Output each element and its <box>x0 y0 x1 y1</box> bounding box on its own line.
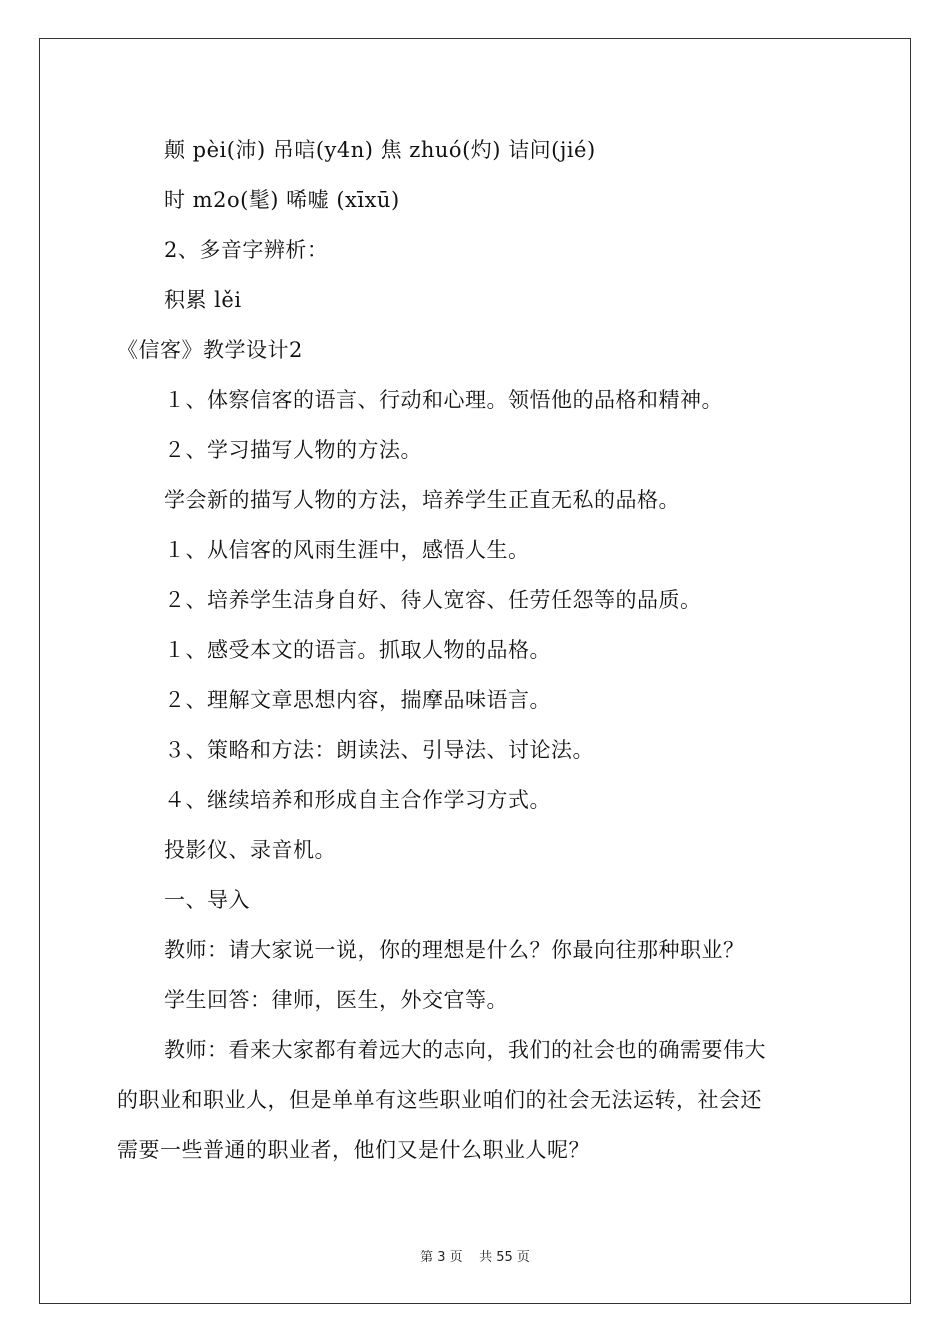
text-line-goal-summary: 学会新的描写人物的方法，培养学生正直无私的品格。 <box>164 488 680 512</box>
text-line-goal-1: １、体察信客的语言、行动和心理。领悟他的品格和精神。 <box>164 388 723 412</box>
text-line-emotion-1: １、从信客的风雨生涯中，感悟人生。 <box>164 538 530 562</box>
text-line-teacher-question: 教师：请大家说一说，你的理想是什么？你最向往那种职业？ <box>164 938 745 962</box>
text-line-student-answer: 学生回答：律师，医生，外交官等。 <box>164 988 508 1012</box>
text-line-focus-1: １、感受本文的语言。抓取人物的品格。 <box>164 638 551 662</box>
text-line-equipment: 投影仪、录音机。 <box>164 838 336 862</box>
text-line-teacher-remark-3: 需要一些普通的职业者，他们又是什么职业人呢？ <box>117 1138 590 1162</box>
text-line-goal-2: ２、学习描写人物的方法。 <box>164 438 422 462</box>
text-line-heading-polyphone: 2、多音字辨析： <box>164 238 329 262</box>
text-line-intro-heading: 一、导入 <box>164 888 250 912</box>
text-line-pronunciation-1: 颠 pèi(沛) 吊唁(y4n) 焦 zhuó(灼) 诘问(jié) <box>164 138 596 162</box>
text-line-polyphone-1: 积累 lěi <box>164 288 242 312</box>
text-line-teacher-remark-2: 的职业和职业人，但是单单有这些职业咱们的社会无法运转，社会还 <box>117 1088 762 1112</box>
page-footer: 第 3 页 共 55 页 <box>420 1250 530 1265</box>
text-line-focus-2: ２、理解文章思想内容，揣摩品味语言。 <box>164 688 551 712</box>
section-title: 《信客》教学设计2 <box>117 338 303 362</box>
text-line-emotion-2: ２、培养学生洁身自好、待人宽容、任劳任怨等的品质。 <box>164 588 702 612</box>
text-line-focus-4: ４、继续培养和形成自主合作学习方式。 <box>164 788 551 812</box>
text-line-teacher-remark-1: 教师：看来大家都有着远大的志向，我们的社会也的确需要伟大 <box>164 1038 766 1062</box>
text-line-pronunciation-2: 时 m2o(髦) 唏嘘 (xīxū) <box>164 188 400 212</box>
text-line-focus-3: ３、策略和方法：朗读法、引导法、讨论法。 <box>164 738 594 762</box>
